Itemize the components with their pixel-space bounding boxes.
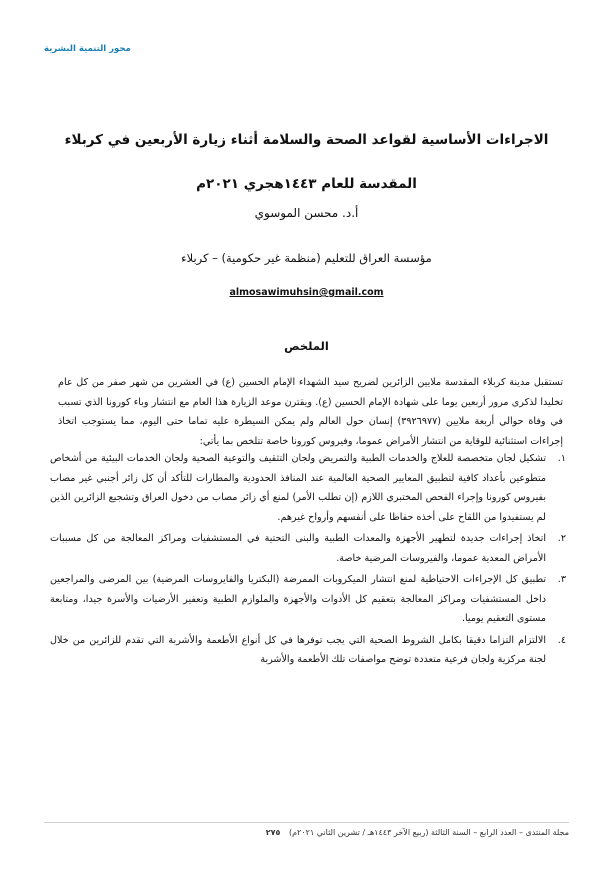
- list-item-text: تطبيق كل الإجراءات الاحتياطية لمنع انتشار الميكروبات الممرضة (البكتريا والفايروسات المرضية) بين المرضى والمراجعين داخل المستشفيات ومراكز المعالجة بتعقيم كل الأدوات والأجهزة والملوازم الطبية وتعفير الأرضيات والأسرة جيدا، ومتابعة مستوى التعقيم يوميا.: [50, 574, 546, 624]
- author-affiliation: مؤسسة العراق للتعليم (منظمة غير حكومية) – كربلاء: [181, 251, 432, 265]
- author-name: أ.د. محسن الموسوي: [254, 206, 359, 220]
- list-item: [50, 449, 566, 527]
- footer-divider: [44, 822, 569, 823]
- list-item-text: اتخاذ إجراءات جديدة لتطهير الأجهزة والمعدات الطبية والبنى التحتية في المستشفيات ومراكز المعالجة من كل مسببات الأمراض المعدية عموما، والفيروسات المرضية خاصة.: [50, 533, 546, 564]
- paper-title-line-2: المقدسة للعام ١٤٤٣هجري ٢٠٢١م: [196, 176, 417, 192]
- list-item-text: الالتزام التزاما دقيقا بكامل الشروط الصحية التي يجب توفرها في كل أنواع الأطعمة والأشربة التي تقدم للزائرين من خلال لجنة مركزية ولجان فرعية متعددة توضح مواصفات تلك الأطعمة والأشربة: [50, 634, 546, 665]
- page-number: ٢٧٥: [265, 828, 281, 837]
- list-item-number: ٣.: [557, 574, 566, 585]
- author-email-link[interactable]: almosawimuhsin@gmail.com: [229, 287, 384, 298]
- list-item: [50, 570, 566, 629]
- paper-title-line-1: الاجراءات الأساسية لقواعد الصحة والسلامة أثناء زيارة الأربعين في كربلاء: [64, 132, 549, 148]
- abstract-paragraph: تستقبل مدينة كربلاء المقدسة ملايين الزائرين لضريح سيد الشهداء الإمام الحسين (ع) في العشرين من شهر صفر من كل عام تخليدا لذكرى مرور أربعين يوما على شهادة الإمام الحسين (ع). ويقترن موعد الزيارة هذا العام مع انتشار وباء كورونا الذي تسبب في وفاة حوالي أربعة ملايين (٣٩٢٦٩٧٧) إنسان حول العالم ولم يمكن السيطرة عليه تماما حتى اليوم، مما يستوجب اتخاذ إجراءات استثنائية للوقاية من انتشار الأمراض عموما، وفيروس كورونا خاصة تتلخص بما يأتي:: [58, 377, 564, 447]
- list-item-text: تشكيل لجان متخصصة للعلاج والخدمات الطبية والتمريض ولجان التثقيف والتوعية الصحية ولجان الخدمات البيئية من أشخاص متطوعين بأعداد كافية لتطبيق المعايير الصحية العالمية عند المنافذ الحدودية والمطارات للتأكد أن كل زائر أجنبي غير مصاب بفيروس كورونا وإجراء الفحص المختبري اللازم (إن تطلب الأمر) لمنع أي زائر مصاب من دخول العراق وتشجيع الزائرين الذين لم يستفيدوا من اللقاح على أخذه حفاظا على أنفسهم وأرواح غيرهم.: [50, 453, 546, 523]
- list-item: [50, 631, 566, 670]
- abstract-heading: الملخص: [284, 339, 329, 353]
- measures-list: [50, 449, 566, 672]
- page-footer: [44, 828, 569, 837]
- section-label: محور التنمية البشرية: [44, 44, 131, 54]
- list-item-number: ٢.: [557, 533, 566, 544]
- list-item-number: ١.: [557, 453, 566, 464]
- list-item-number: ٤.: [557, 634, 566, 646]
- list-item: [50, 529, 566, 568]
- journal-citation: مجلة المنتدى – العدد الرابع – السنة الثالثة (ربيع الآخر ١٤٤٣هـ / تشرين الثاني ٢٠٢١م): [288, 828, 569, 837]
